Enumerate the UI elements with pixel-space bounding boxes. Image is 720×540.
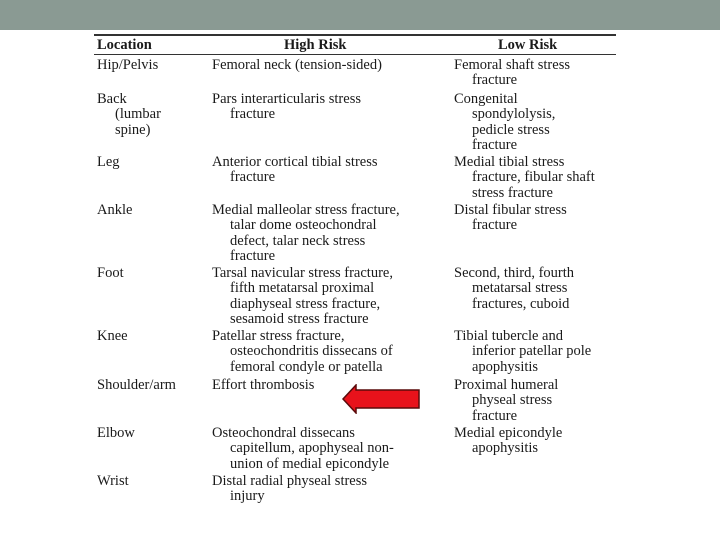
cell-line: injury <box>230 488 265 504</box>
table-header-row <box>94 36 616 54</box>
cell-line: talar dome osteochondral <box>230 217 377 233</box>
cell-line: femoral condyle or patella <box>230 358 383 375</box>
cell-line: Anterior cortical tibial stress <box>212 153 378 170</box>
cell-location <box>97 92 205 139</box>
cell-line: Foot <box>97 264 124 281</box>
cell-line: Femoral neck (tension-sided) <box>212 56 382 73</box>
cell-location <box>97 203 205 219</box>
cell-line: inferior patellar pole <box>472 343 592 359</box>
cell-line: Leg <box>97 153 120 170</box>
cell-line: Knee <box>97 327 128 344</box>
cell-line: Osteochondral dissecans <box>212 424 355 441</box>
cell-line: defect, talar neck stress <box>230 232 366 249</box>
cell-location <box>97 426 205 442</box>
header-high-risk: High Risk <box>284 36 347 53</box>
cell-line: Tarsal navicular stress fracture, <box>212 264 393 281</box>
cell-line: Medial epicondyle <box>454 424 563 441</box>
cell-line: physeal stress <box>472 392 553 408</box>
cell-high <box>212 329 444 376</box>
cell-location <box>97 58 205 74</box>
left-arrow-icon <box>342 384 420 414</box>
cell-line: Medial malleolar stress fracture, <box>212 201 400 218</box>
cell-line: Ankle <box>97 201 133 218</box>
cell-line: Proximal humeral <box>454 376 559 393</box>
cell-line: fracture <box>472 137 518 153</box>
cell-high <box>212 203 444 265</box>
cell-line: fracture <box>230 106 276 122</box>
cell-low <box>454 378 618 425</box>
cell-line: Second, third, fourth <box>454 264 575 281</box>
cell-line: apophysitis <box>472 440 539 456</box>
cell-high <box>212 155 444 186</box>
cell-line: spondylolysis, <box>472 106 556 122</box>
cell-low <box>454 92 618 154</box>
cell-high <box>212 426 444 473</box>
cell-location <box>97 329 205 345</box>
cell-line: fracture <box>472 217 518 233</box>
cell-line: fracture <box>230 248 276 264</box>
cell-line: Elbow <box>97 424 135 441</box>
cell-line: fracture <box>472 407 518 424</box>
cell-line: Distal radial physeal stress <box>212 472 368 489</box>
cell-line: fifth metatarsal proximal <box>230 280 375 296</box>
cell-line: Back <box>97 90 127 107</box>
cell-line: fracture, fibular shaft <box>472 169 595 185</box>
stress-fracture-table <box>94 34 616 504</box>
cell-line: Femoral shaft stress <box>454 56 570 73</box>
cell-line: sesamoid stress fracture <box>230 311 369 327</box>
cell-line: osteochondritis dissecans of <box>230 343 393 359</box>
cell-low <box>454 266 618 313</box>
cell-line: pedicle stress <box>472 121 550 138</box>
cell-location <box>97 266 205 282</box>
header-low-risk: Low Risk <box>498 36 558 53</box>
header-location: Location <box>97 36 152 53</box>
cell-line: stress fracture <box>472 184 553 201</box>
cell-low <box>454 155 618 202</box>
cell-low <box>454 58 618 89</box>
cell-line: Shoulder/arm <box>97 376 176 393</box>
cell-line: capitellum, apophyseal non- <box>230 440 394 456</box>
cell-line: Wrist <box>97 472 129 489</box>
cell-high <box>212 58 444 74</box>
cell-line: Tibial tubercle and <box>454 327 563 344</box>
cell-low <box>454 203 618 234</box>
cell-line: Distal fibular stress <box>454 201 567 218</box>
cell-line: Effort thrombosis <box>212 376 315 393</box>
top-band <box>0 0 720 30</box>
cell-location <box>97 474 205 490</box>
cell-line: Hip/Pelvis <box>97 56 159 73</box>
cell-line: Patellar stress fracture, <box>212 327 345 344</box>
cell-line: spine) <box>115 121 151 138</box>
cell-line: Medial tibial stress <box>454 153 565 170</box>
cell-line: diaphyseal stress fracture, <box>230 295 381 312</box>
cell-line: (lumbar <box>115 106 161 122</box>
cell-line: fracture <box>472 72 518 88</box>
table-header-rule <box>94 54 616 55</box>
cell-line: union of medial epicondyle <box>230 455 390 472</box>
cell-line: fracture <box>230 169 276 185</box>
cell-location <box>97 378 205 394</box>
cell-line: Congenital <box>454 90 518 107</box>
cell-line: apophysitis <box>472 358 539 375</box>
cell-line: fractures, cuboid <box>472 295 570 312</box>
cell-line: metatarsal stress <box>472 280 568 296</box>
cell-high <box>212 92 444 123</box>
cell-location <box>97 155 205 171</box>
cell-low <box>454 426 618 457</box>
cell-high <box>212 474 444 505</box>
cell-low <box>454 329 618 376</box>
cell-high <box>212 266 444 328</box>
cell-line: Pars interarticularis stress <box>212 90 361 107</box>
